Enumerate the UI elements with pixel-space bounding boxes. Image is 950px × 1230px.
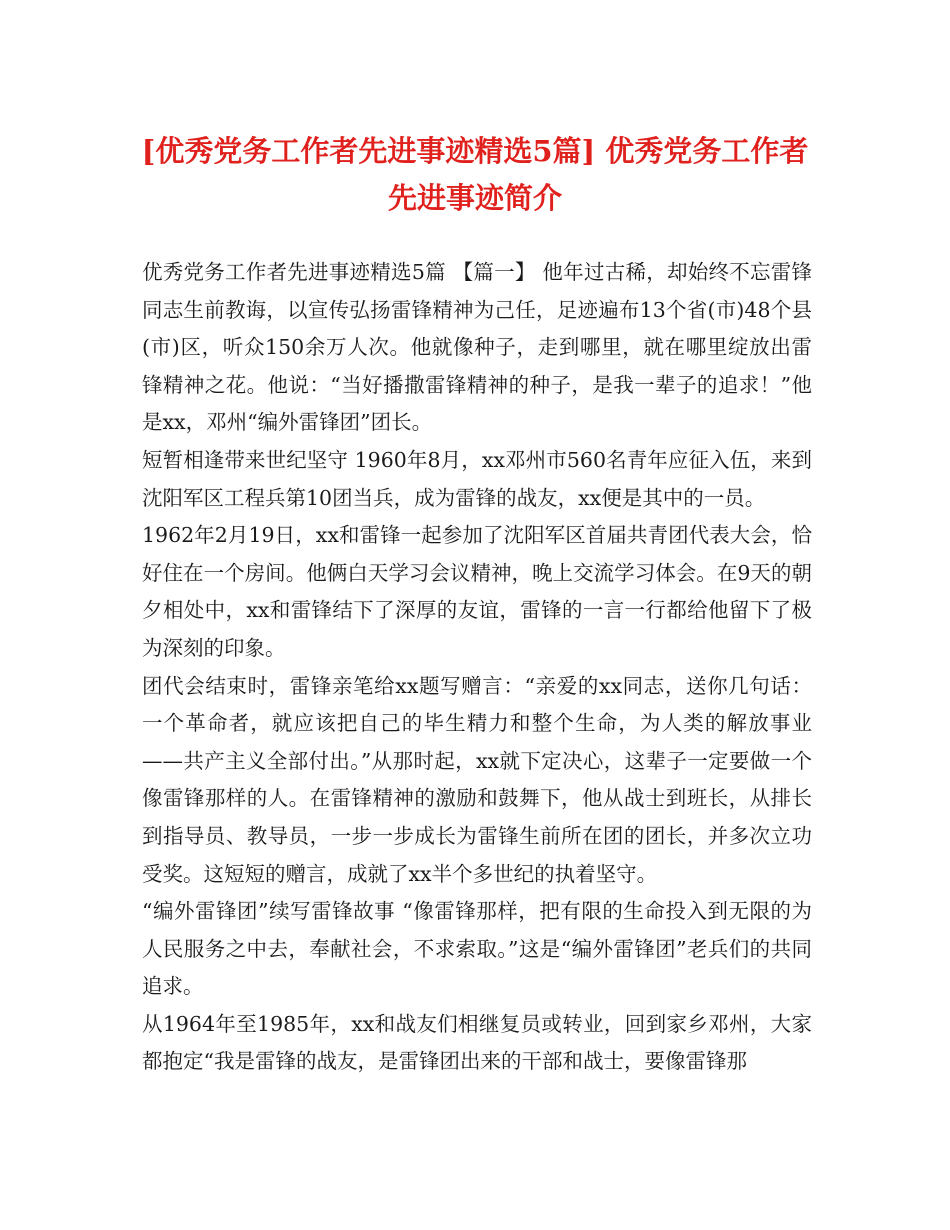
- paragraph: 团代会结束时，雷锋亲笔给xx题写赠言：“亲爱的xx同志，送你几句话：一个革命者，就应该把自己的毕生精力和整个生命，为人类的解放事业——共产主义全部付出。”从那时起，xx就下定决心，这辈子一定要做一个像雷锋那样的人。在雷锋精神的激励和鼓舞下，他从战士到班长，从排长到指导员、教导员，一步一步成长为雷锋生前所在团的团长，并多次立功受奖。这短短的赠言，成就了xx半个多世纪的执着坚守。: [142, 673, 812, 886]
- paragraph: 优秀党务工作者先进事迹精选5篇 【篇一】 他年过古稀，却始终不忘雷锋同志生前教诲，以宣传弘扬雷锋精神为己任，足迹遍布13个省(市)48个县(市)区，听众150余万人次。他就像种子，走到哪里，就在哪里绽放出雷锋精神之花。他说：“当好播撒雷锋精神的种子，是我一辈子的追求！”他是xx，邓州“编外雷锋团”团长。: [142, 260, 812, 435]
- document-body: [142, 254, 812, 1081]
- paragraph: “编外雷锋团”续写雷锋故事 “像雷锋那样，把有限的生命投入到无限的为人民服务之中去，奉献社会，不求索取。”这是“编外雷锋团”老兵们的共同追求。: [142, 899, 812, 999]
- title-line-1: [优秀党务工作者先进事迹精选5篇] 优秀党务工作者: [141, 134, 809, 168]
- paragraph: 从1964年至1985年，xx和战友们相继复员或转业，回到家乡邓州，大家都抱定“我是雷锋的战友，是雷锋团出来的干部和战士，要像雷锋那: [142, 1011, 812, 1074]
- paragraph: 短暂相逢带来世纪坚守 1960年8月，xx邓州市560名青年应征入伍，来到沈阳军区工程兵第10团当兵，成为雷锋的战友，xx便是其中的一员。: [142, 447, 812, 510]
- document-title: [120, 128, 830, 222]
- paragraph: 1962年2月19日，xx和雷锋一起参加了沈阳军区首届共青团代表大会，恰好住在一个房间。他俩白天学习会议精神，晚上交流学习体会。在9天的朝夕相处中，xx和雷锋结下了深厚的友谊，雷锋的一言一行都给他留下了极为深刻的印象。: [142, 523, 812, 660]
- title-line-2: 先进事迹简介: [387, 181, 562, 215]
